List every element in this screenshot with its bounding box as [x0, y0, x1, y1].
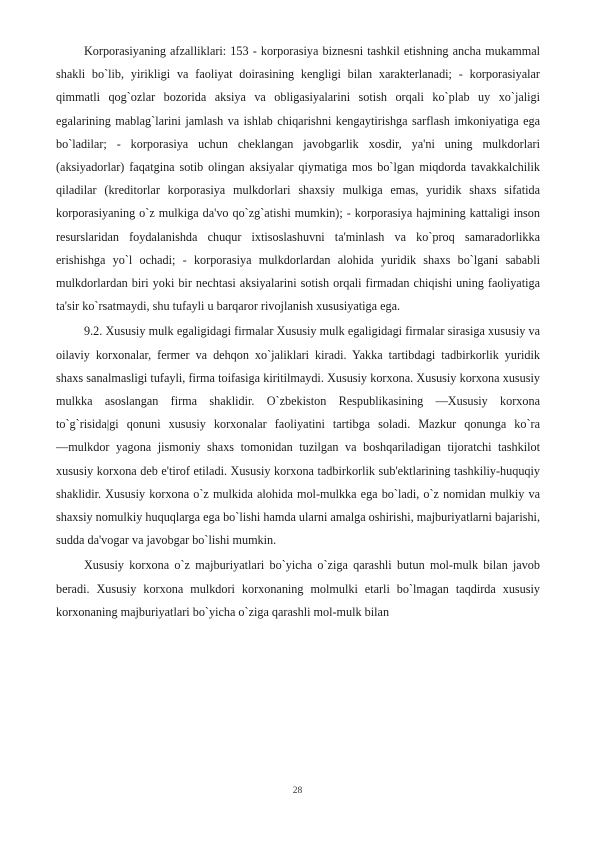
paragraph-private-liability: Xususiy korxona o`z majburiyatlari bo`yicha o`ziga qarashli butun mol-mulk bilan javob beradi. Xususiy korxona mulkdori korxonaning molmulki etarli bo`lmagan taqdirda xususiy korxonaning majburiyatlari bo`yicha o`ziga qarashli mol-mulk bilan: [56, 558, 540, 619]
paragraph-corporation-advantages: Korporasiyaning afzalliklari: 153 - korporasiya biznesni tashkil etishning ancha mukammal shakli bo`lib, yirikligi va faoliyat doirasining kengligi bilan xarakterlanadi; - korporasiyalar qimmatli qog`ozlar bozorida aksiya va obligasiyalarini sotish orqali ko`plab uy xo`jaligi egalarining mablag`larini jamlash va ishlab chiqarishni kengaytirishga sarflash imkoniyatiga ega bo`ladilar; - korporasiya uchun cheklangan javobgarlik xosdir, ya'ni uning mulkdorlari (aksiyadorlar) faqatgina sotib olingan aksiyalar qiymatiga mos bo`lgan miqdorda tavakkalchilik qiladilar (kreditorlar korporasiya mulkdorlari shaxsiy mulkiga emas, yuridik shaxs sifatida korporasiyaning o`z mulkiga da'vo qo`zg`atishi mumkin); - korporasiya hajmining kattaligi inson resurslaridan foydalanishda chuqur ixtisoslashuvni ta'minlash va ko`proq samaradorlikka erishishga yo`l ochadi; - korporasiya mulkdorlardan alohida yuridik shaxs bo`lgani sababli mulkdorlardan biri yoki bir nechtasi aksiyalarini sotish orqali firmadan chiqishi uning faoliyatiga ta'sir ko`rsatmaydi, shu tufayli u barqaror rivojlanish xususiyatiga ega.: [56, 44, 540, 314]
page-number: 28: [292, 786, 303, 796]
paragraph-private-firms: 9.2. Xususiy mulk egaligidagi firmalar Xususiy mulk egaligidagi firmalar sirasiga xususiy va oilaviy korxonalar, fermer va dehqon xo`jaliklari kiradi. Yakka tartibdagi tadbirkorlik yuridik shaxs sanalmasligi tufayli, firma toifasiga kiritilmaydi. Xususiy korxona. Xususiy korxona xususiy mulkka asoslangan firma shaklidir. O`zbekiston Respublikasining ―Xususiy korxona to`g`risida|gi qonuni xususiy korxonalar faoliyatini tartibga soladi. Mazkur qonunga ko`ra ―mulkdor yagona jismoniy shaxs tomonidan tuzilgan va boshqariladigan tijoratchi tashkilot xususiy korxona deb e'tirof etiladi. Xususiy korxona tadbirkorlik sub'ektlarining tashkiliy-huquqiy shaklidir. Xususiy korxona o`z mulkida alohida mol-mulkka ega bo`ladi, o`z nomidan mulkiy va shaxsiy nomulkiy huquqlarga ega bo`lishi hamda ularni amalga oshirishi, majburiyatlarni bajarishi, sudda da'vogar va javobgar bo`lishi mumkin.: [56, 324, 540, 548]
document-body: [56, 40, 540, 626]
